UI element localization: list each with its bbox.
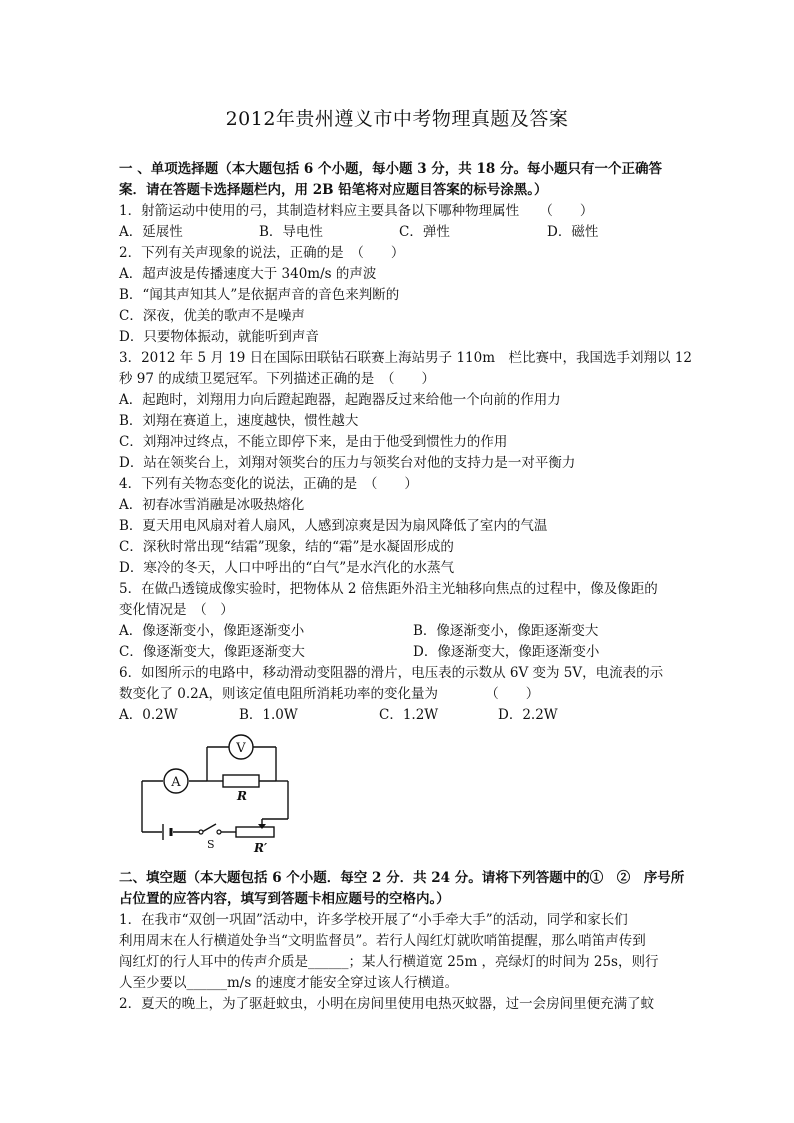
resistor-r [223, 775, 259, 787]
fill-1-line3: 闯红灯的行人耳中的传声介质是______；某人行横道宽 25m ，亮绿灯的时间为 25s，则行 [119, 954, 659, 970]
switch-contact-left [199, 830, 203, 834]
question-3-option-a: A．起跑时，刘翔用力向后蹬起跑器，起跑器反过来给他一个向前的作用力 [119, 392, 561, 408]
fill-1-line1: 1．在我市“双创一巩固”活动中，许多学校开展了“小手牵大手”的活动，同学和家长们 [119, 912, 628, 928]
question-4-option-a: A．初春冰雪消融是冰吸热熔化 [119, 497, 305, 513]
question-2-option-b: B．“闻其声知其人”是依据声音的音色来判断的 [119, 287, 400, 303]
question-2-option-a: A．超声波是传播速度大于 340m/s 的声波 [119, 266, 377, 282]
question-5-stem-line1: 5．在做凸透镜成像实验时，把物体从 2 倍焦距外沿主光轴移向焦点的过程中，像及像距的 [119, 581, 658, 597]
question-1-stem: 1．射箭运动中使用的弓，其制造材料应主要具备以下哪种物理属性 （ ） [119, 203, 594, 219]
section2-header-line1: 二、填空题（本大题包括 6 个小题．每空 2 分．共 24 分。请将下列答题中的① ② 序号所 [119, 870, 685, 886]
question-6-option-d: D．2.2W [498, 707, 558, 723]
fill-2-line1: 2．夏天的晚上，为了驱赶蚊虫，小明在房间里使用电热灭蚊器，过一会房间里便充满了蚊 [119, 996, 655, 1012]
question-3-option-d: D．站在领奖台上，刘翔对领奖台的压力与领奖台对他的支持力是一对平衡力 [119, 455, 576, 471]
question-3-stem-line1: 3．2012 年 5 月 19 日在国际田联钻石联赛上海站男子 110m 栏比赛中，我国选手刘翔以 12 [119, 350, 692, 366]
question-6-option-b: B．1.0W [239, 707, 298, 723]
question-5-option-d: D．像逐渐变大，像距逐渐变小 [413, 644, 600, 660]
circuit-diagram [130, 733, 300, 855]
section1-header-line2: 案．请在答题卡选择题栏内，用 2B 铅笔将对应题目答案的标号涂黑。） [119, 182, 548, 198]
switch-contact-right [217, 830, 221, 834]
question-6-stem-line1: 6．如图所示的电路中，移动滑动变阻器的滑片，电压表的示数从 6V 变为 5V，电流表的示 [119, 665, 664, 681]
fill-1-line2: 利用周末在人行横道处争当“文明监督员”。若行人闯红灯就吹哨笛提醒，那么哨笛声传到 [119, 933, 646, 949]
rheostat-label: R′ [254, 841, 268, 855]
question-5-option-a: A．像逐渐变小，像距逐渐变小 [119, 623, 305, 639]
question-1-option-b: B．导电性 [259, 224, 323, 240]
question-5-option-c: C．像逐渐变大，像距逐渐变大 [119, 644, 305, 660]
question-5-option-b: B．像逐渐变小，像距逐渐变大 [413, 623, 599, 639]
rheostat-r-prime [236, 827, 274, 837]
question-3-option-b: B．刘翔在赛道上，速度越快，惯性越大 [119, 413, 359, 429]
question-1-option-c: C．弹性 [399, 224, 450, 240]
switch-lever [202, 824, 216, 832]
question-5-stem-line2: 变化情况是 （ ） [119, 602, 234, 618]
question-1-option-a: A．延展性 [119, 224, 183, 240]
question-6-option-c: C．1.2W [379, 707, 439, 723]
question-3-option-c: C．刘翔冲过终点，不能立即停下来，是由于他受到惯性力的作用 [119, 434, 508, 450]
question-2-option-c: C．深夜，优美的歌声不是噪声 [119, 308, 305, 324]
question-6-option-a: A．0.2W [119, 707, 178, 723]
switch-label: S [207, 838, 215, 851]
fill-1-line4: 人至少要以______m/s 的速度才能安全穿过该人行横道。 [119, 975, 459, 991]
ammeter-label: A [171, 775, 181, 790]
question-6-stem-line2: 数变化了 0.2A，则该定值电阻所消耗功率的变化量为 （ ） [119, 686, 540, 702]
question-4-stem: 4．下列有关物态变化的说法，正确的是 （ ） [119, 476, 418, 492]
page-title: 2012年贵州遵义市中考物理真题及答案 [225, 108, 569, 130]
voltmeter-label: V [236, 741, 246, 756]
question-1-option-d: D．磁性 [547, 224, 599, 240]
question-2-option-d: D．只要物体振动，就能听到声音 [119, 329, 319, 345]
question-2-stem: 2．下列有关声现象的说法，正确的是 （ ） [119, 245, 405, 261]
section2-header-line2: 占位置的应答内容，填写到答题卡相应题号的空格内。） [119, 891, 450, 907]
resistor-label: R [237, 789, 247, 803]
question-3-stem-line2: 秒 97 的成绩卫冕冠军。下列描述正确的是 （ ） [119, 371, 436, 387]
question-4-option-b: B．夏天用电风扇对着人扇风，人感到凉爽是因为扇风降低了室内的气温 [119, 518, 548, 534]
section1-header-line1: 一 、单项选择题（本大题包括 6 个小题，每小题 3 分，共 18 分。每小题只有一个正确答 [119, 161, 662, 177]
question-4-option-c: C．深秋时常出现“结霜”现象，结的“霜”是水凝固形成的 [119, 539, 454, 555]
question-4-option-d: D．寒冷的冬天，人口中呼出的“白气”是水汽化的水蒸气 [119, 560, 455, 576]
